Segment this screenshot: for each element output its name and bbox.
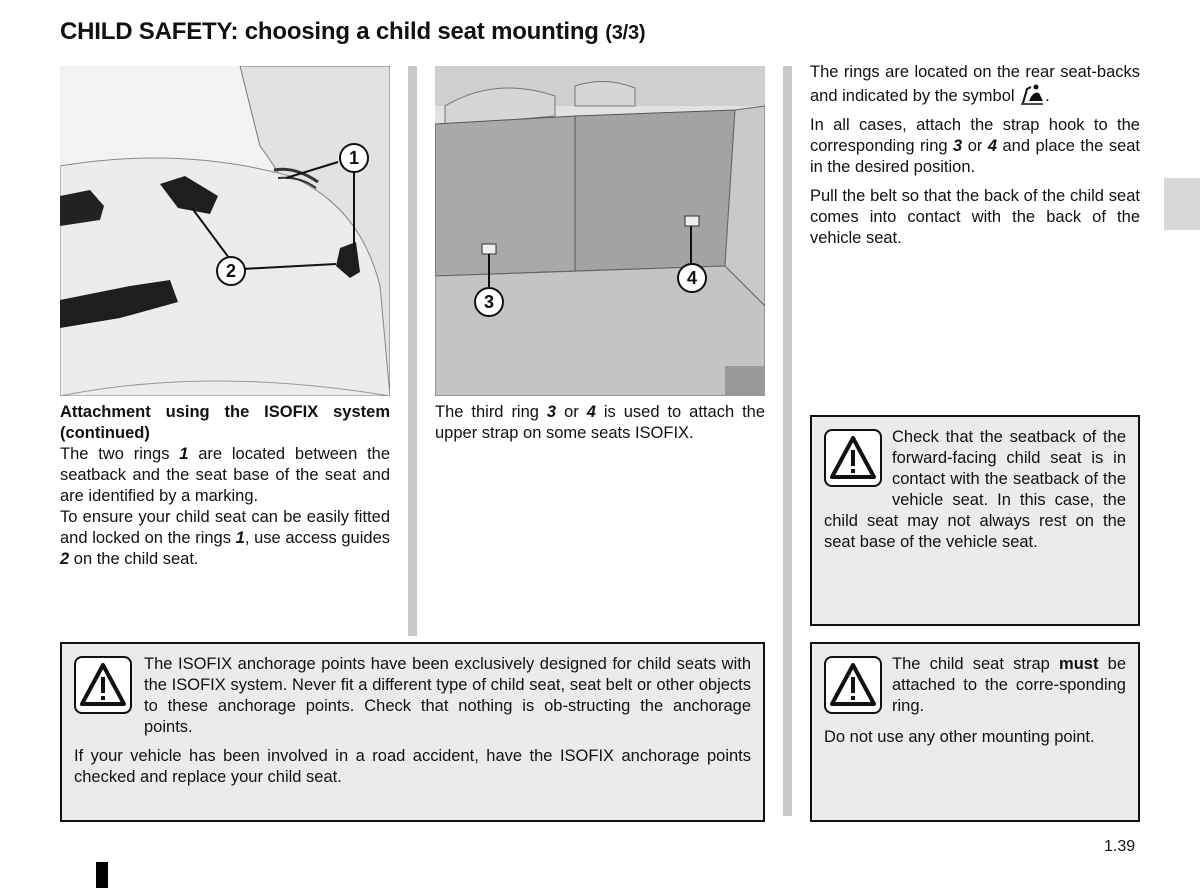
column-divider-left bbox=[408, 66, 417, 636]
paragraph-access-guides: To ensure your child seat can be easily fitted and locked on the rings 1, use access guides 2 on the child seat. bbox=[60, 508, 391, 568]
warning-seatback-text: Check that the seatback of the forward-facing child seat is in contact with the seatback of the vehicle seat. In this case, the child seat may not always rest on the seat base of the vehicle seat. bbox=[824, 428, 1126, 551]
page-subtitle: (3/3) bbox=[605, 22, 646, 44]
isofix-child-seat-icon bbox=[1019, 83, 1045, 105]
warning-triangle-icon bbox=[824, 429, 882, 487]
edge-marker bbox=[96, 862, 108, 888]
column-2-text bbox=[435, 402, 765, 444]
paragraph-attach-hook: In all cases, attach the strap hook to the corresponding ring 3 or 4 and place the seat in the desired position. bbox=[810, 116, 1141, 176]
paragraph-pull-belt: Pull the belt so that the back of the child seat comes into contact with the back of the vehicle seat. bbox=[810, 187, 1140, 247]
figure-callout-4: 4 bbox=[677, 263, 707, 293]
warning-strap-text-2: Do not use any other mounting point. bbox=[824, 728, 1095, 746]
warning-isofix-text-1: The ISOFIX anchorage points have been exclusively designed for child seats with the ISOFIX system. Never fit a different type of child seat, seat belt or other objects to these anchorage points. Check that nothing is ob-structing the anchorage points. bbox=[144, 655, 751, 736]
chapter-tab bbox=[1164, 178, 1200, 230]
warning-isofix-text-2: If your vehicle has been involved in a road accident, have the ISOFIX anchorage points checked and replace your child seat. bbox=[74, 747, 751, 786]
warning-box-isofix bbox=[60, 642, 765, 822]
figure-callout-3: 3 bbox=[474, 287, 504, 317]
paragraph-ring-symbol: The rings are located on the rear seat-backs and indicated by the symbol . bbox=[810, 63, 1140, 105]
figure-callout-1: 1 bbox=[339, 143, 369, 173]
figure-rear-seat-rings bbox=[435, 66, 765, 396]
warning-strap-text-1: The child seat strap must be attached to the corre-sponding ring. bbox=[892, 655, 1127, 715]
page-number: 1.39 bbox=[1104, 838, 1136, 855]
figure-callout-2: 2 bbox=[216, 256, 246, 286]
section-heading: Attachment using the ISOFIX system (continued) bbox=[60, 403, 390, 442]
column-3-text bbox=[810, 62, 1140, 249]
paragraph-third-ring: The third ring 3 or 4 is used to attach the upper strap on some seats ISOFIX. bbox=[435, 403, 766, 442]
seat-illustration bbox=[60, 66, 390, 396]
warning-triangle-icon bbox=[74, 656, 132, 714]
warning-triangle-icon bbox=[824, 656, 882, 714]
warning-box-strap bbox=[810, 642, 1140, 822]
column-divider-right bbox=[783, 66, 792, 816]
figure-isofix-rings bbox=[60, 66, 390, 396]
page-title: CHILD SAFETY: choosing a child seat mounting (3/3) bbox=[60, 18, 646, 45]
warning-box-seatback bbox=[810, 415, 1140, 626]
paragraph-rings-location: The two rings 1 are located between the seatback and the seat base of the seat and are identified by a marking. bbox=[60, 445, 391, 505]
column-1-text bbox=[60, 402, 390, 570]
rear-seat-illustration bbox=[435, 66, 765, 396]
